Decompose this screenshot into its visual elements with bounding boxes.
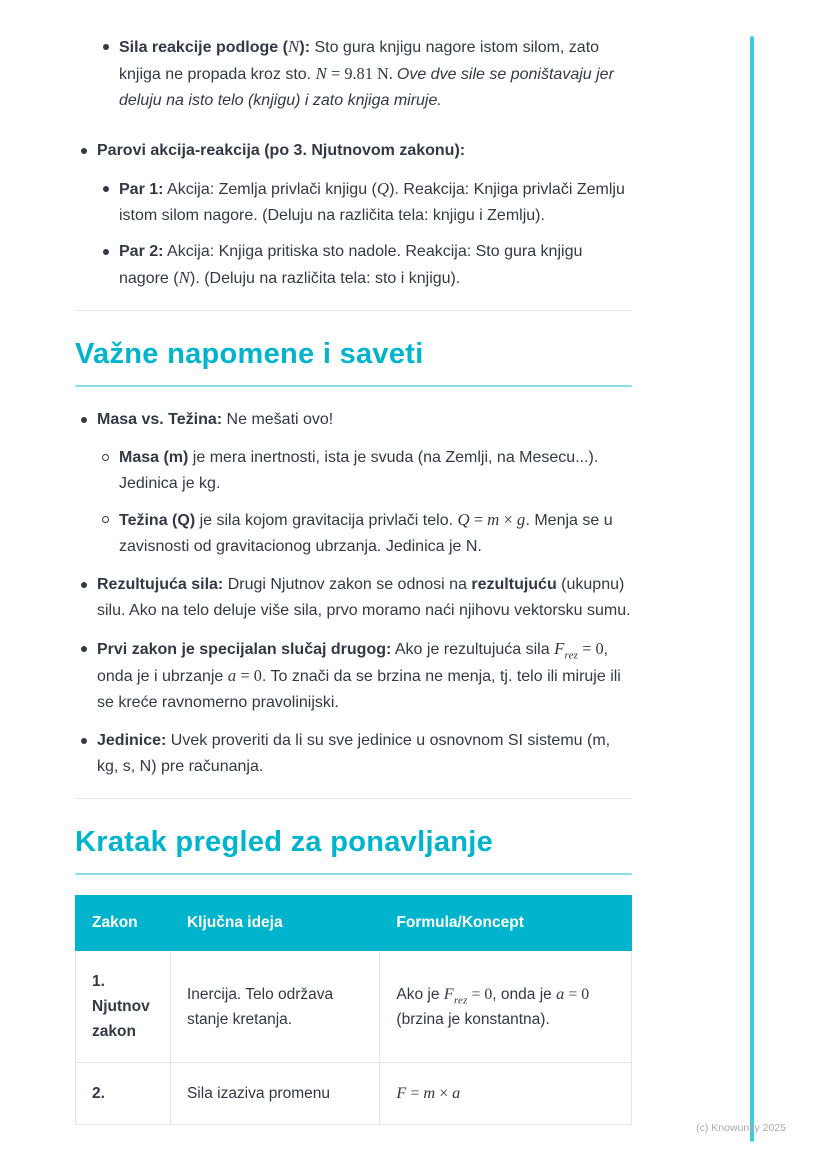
- list-item-text: Težina (Q) je sila kojom gravitacija privlači telo. Q = m × g. Menja se u zavisnosti od gravitacionog ubrzanja. Jedinica je N.: [119, 510, 613, 555]
- list-item-tezina: [97, 507, 632, 560]
- cell-text: F = m × a: [396, 1084, 461, 1102]
- table-row: [76, 951, 632, 1063]
- cell-ideja-1: [170, 951, 379, 1063]
- cell-text: Ako je $F_{rez} = 0$, onda je a = 0 (brzina je konstantna).: [396, 984, 590, 1028]
- list-item-text: Parovi akcija-reakcija (po 3. Njutnovom zakonu):: [97, 142, 466, 159]
- cell-ideja-2: [170, 1063, 379, 1125]
- list-item-par-2: [97, 239, 632, 292]
- list-item-text: Rezultujuća sila: Drugi Njutnov zakon se odnosi na rezultujuću (ukupnu) silu. Ako na telo deluje više sila, prvo moramo naći njihovu vektorsku sumu.: [97, 576, 631, 619]
- section-title-underline: [75, 873, 632, 875]
- table-header-zakon: Zakon: [76, 896, 171, 951]
- list-item-text: Par 2: Akcija: Knjiga pritiska sto nadole. Reakcija: Sto gura knjigu nagore (N). (Deluju na različita tela: sto i knjigu).: [119, 243, 583, 287]
- table-header-row: [76, 896, 632, 951]
- table-header-formula-koncept: Formula/Koncept: [380, 896, 632, 951]
- list-item-text: Prvi zakon je specijalan slučaj drugog: Ako je rezultujuća sila $F_{rez} = 0$, onda je i ubrzanje a = 0. To znači da se brzina ne menja, tj. telo ili miruje ili se kreće ravnomerno pravolinijski.: [97, 639, 621, 711]
- list-item-rezultujuca-sila: [75, 572, 632, 624]
- list-item-text: Masa vs. Težina: Ne mešati ovo!: [97, 411, 334, 428]
- section-title-napomene: Važne napomene i saveti: [75, 338, 424, 370]
- cell-formula-2: [380, 1063, 632, 1125]
- list-item-text: Masa (m) je mera inertnosti, ista je svuda (na Zemlji, na Mesecu...). Jedinica je kg.: [119, 449, 599, 492]
- page-edge-accent-bar: [750, 36, 754, 1142]
- notes-list: [75, 407, 632, 780]
- reaction-force-list: [97, 34, 632, 114]
- table-row: [76, 1063, 632, 1125]
- summary-table: [75, 895, 632, 1125]
- cell-text: Inercija. Telo održava stanje kretanja.: [186, 985, 334, 1028]
- list-item-text: Jedinice: Uvek proveriti da li su sve jedinice u osnovnom SI sistemu (m, kg, s, N) pre računanja.: [97, 732, 611, 775]
- list-item-text: Sila reakcije podloge (N): Sto gura knjigu nagore istom silom, zato knjiga ne propada kroz sto. N = 9.81 N. Ove dve sile se poništavaju jer deluju na isto telo (knjigu) i zato knjiga miruje.: [119, 37, 614, 109]
- action-reaction-list: [75, 138, 632, 292]
- cell-zakon-2: [76, 1063, 171, 1125]
- cell-text: 1. Njutnov zakon: [92, 973, 150, 1040]
- list-item-masa: [97, 445, 632, 497]
- list-item-text: Par 1: Akcija: Zemlja privlači knjigu (Q). Reakcija: Knjiga privlači Zemlju istom silom nagore. (Deluju na različita tela: knjigu i Zemlju).: [119, 179, 625, 224]
- section-title-pregled: Kratak pregled za ponavljanje: [75, 826, 494, 858]
- list-item-normal-force: [97, 34, 632, 114]
- cell-text: Sila izaziva promenu: [186, 1085, 330, 1102]
- list-item-prvi-zakon: [75, 636, 632, 716]
- document-content: [75, 0, 632, 1125]
- table-header-kljucna-ideja: Ključna ideja: [170, 896, 379, 951]
- cell-formula-1: [380, 951, 632, 1063]
- section-title-underline: [75, 385, 632, 387]
- action-reaction-sublist: [97, 176, 632, 292]
- list-item-masa-vs-tezina: [75, 407, 632, 560]
- masa-tezina-sublist: [97, 445, 632, 560]
- watermark: (c) Knowunity 2025: [696, 1122, 786, 1134]
- section-divider: [75, 310, 632, 311]
- list-item-jedinice: [75, 728, 632, 780]
- list-item-par-1: [97, 176, 632, 229]
- cell-text: 2.: [92, 1085, 105, 1102]
- cell-zakon-1: [76, 951, 171, 1063]
- list-item-parovi: [75, 138, 632, 292]
- section-divider: [75, 798, 632, 799]
